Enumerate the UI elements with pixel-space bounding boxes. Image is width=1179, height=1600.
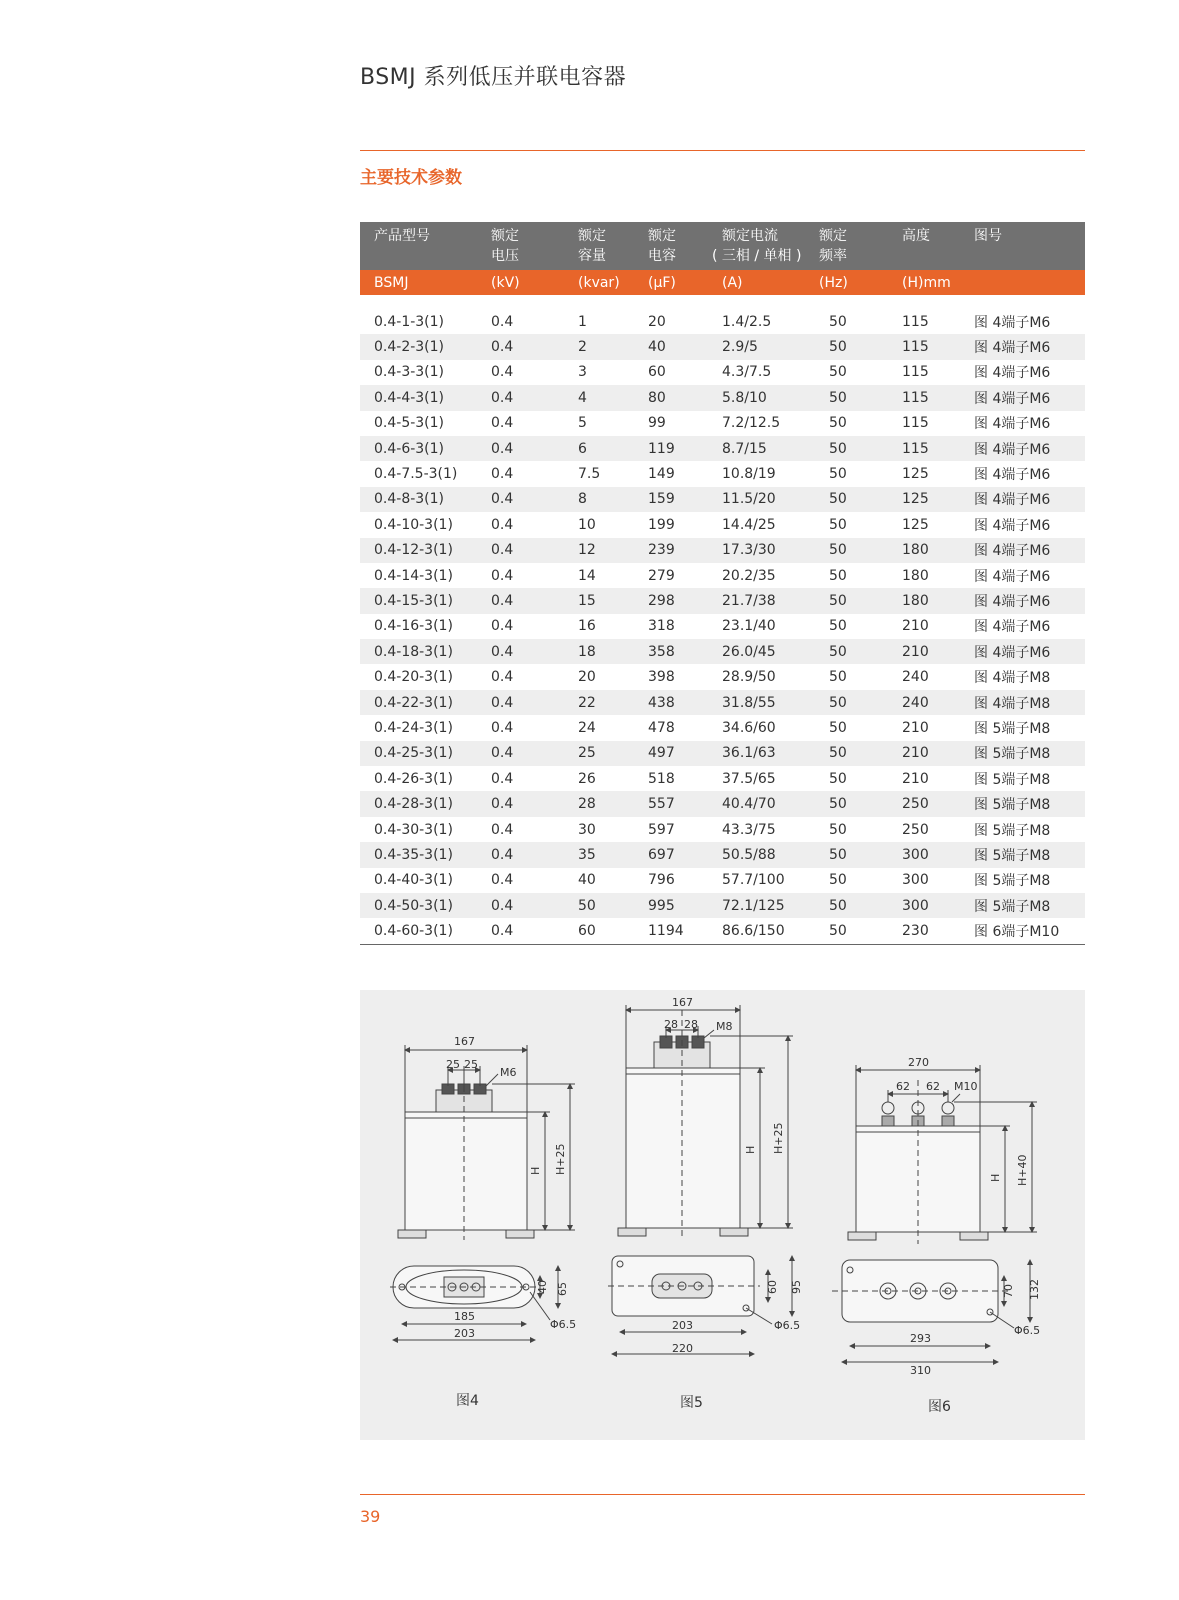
table-cell: 240 [888, 690, 960, 715]
table-row [360, 893, 1085, 918]
table-cell: 0.4 [491, 770, 514, 787]
table-cell: 50 [829, 415, 847, 432]
table-row [360, 436, 1085, 461]
table-cell: 0.4 [491, 567, 514, 584]
fig4-drawing [390, 1045, 575, 1340]
table-cell: 50 [815, 690, 888, 715]
table-cell: 72.1/125 [708, 893, 815, 918]
unit-cell: BSMJ [360, 270, 477, 295]
spec-table [360, 222, 1085, 945]
table-cell: 14 [578, 567, 596, 584]
table-cell: 0.4 [477, 588, 564, 613]
table-cell: 0.4 [491, 415, 514, 432]
table-cell: 10 [578, 516, 596, 533]
unit-cell: (kvar) [564, 270, 634, 295]
table-cell: 0.4 [477, 334, 564, 359]
fig6-depth-outer: 132 [1028, 1279, 1041, 1300]
table-row [360, 487, 1085, 512]
bottom-divider [360, 1494, 1085, 1495]
table-cell: 518 [648, 770, 675, 787]
dimension-drawings [360, 990, 1085, 1440]
fig4-pitch-a: 25 [446, 1058, 460, 1071]
table-cell: 图 4端子M6 [960, 334, 1085, 359]
table-cell: 18 [564, 639, 634, 664]
fig5-pitch-a: 28 [664, 1018, 678, 1031]
table-cell: 50 [815, 385, 888, 410]
table-cell: 180 [888, 588, 960, 613]
fig5-terminal: M8 [716, 1020, 733, 1033]
table-cell: 210 [888, 639, 960, 664]
table-cell: 14.4/25 [722, 516, 776, 533]
fig6-top-width: 270 [908, 1056, 929, 1069]
fig6-drawing [832, 1065, 1037, 1362]
table-row [360, 690, 1085, 715]
table-cell: 0.4-18-3(1) [360, 639, 477, 664]
table-cell: 0.4-8-3(1) [360, 487, 477, 512]
table-cell: 图 4端子M6 [960, 588, 1085, 613]
table-cell: 50 [829, 618, 847, 635]
table-cell: 1 [578, 313, 587, 330]
table-cell: 240 [902, 669, 929, 686]
table-cell: 597 [648, 821, 675, 838]
fig5-height: H [744, 1145, 757, 1154]
fig4-depth-inner: 40 [536, 1280, 549, 1294]
fig5-hole: Φ6.5 [774, 1319, 801, 1332]
table-cell: 50 [829, 313, 847, 330]
table-cell: 图 4端子M8 [960, 690, 1085, 715]
table-cell: 497 [634, 741, 708, 766]
fig6-hole: Φ6.5 [1014, 1324, 1041, 1337]
table-cell: 0.4-10-3(1) [374, 516, 453, 533]
table-cell: 37.5/65 [722, 770, 776, 787]
table-row [360, 868, 1085, 893]
table-cell: 4.3/7.5 [722, 364, 772, 381]
unit-cell: (μF) [634, 270, 708, 295]
table-cell: 16 [578, 618, 596, 635]
table-cell: 279 [648, 567, 675, 584]
header-cell: 高度 [888, 222, 960, 270]
table-cell: 图 4端子M6 [960, 436, 1085, 461]
table-row [360, 614, 1085, 639]
table-cell: 0.4-20-3(1) [374, 669, 453, 686]
table-cell: 图 4端子M8 [974, 670, 1051, 687]
table-cell: 149 [648, 466, 675, 483]
table-cell: 35 [564, 842, 634, 867]
table-cell: 50 [815, 893, 888, 918]
table-cell: 199 [648, 516, 675, 533]
table-cell: 50 [829, 770, 847, 787]
table-cell: 0.4 [477, 538, 564, 563]
table-cell: 图 4端子M6 [974, 314, 1051, 331]
table-cell: 0.4-25-3(1) [360, 741, 477, 766]
fig4-depth-outer: 65 [556, 1282, 569, 1296]
fig6-height: H [989, 1173, 1002, 1182]
table-cell: 210 [902, 719, 929, 736]
table-cell: 300 [902, 872, 929, 889]
table-cell: 43.3/75 [722, 821, 776, 838]
fig5-top-width: 167 [672, 996, 693, 1009]
table-cell: 57.7/100 [722, 872, 785, 889]
table-cell: 358 [634, 639, 708, 664]
table-cell: 40 [578, 872, 596, 889]
table-cell: 50 [815, 538, 888, 563]
table-cell: 2 [564, 334, 634, 359]
table-cell: 10.8/19 [722, 466, 776, 483]
fig4-overall-height: H+25 [554, 1143, 567, 1175]
fig6-base-outer: 310 [910, 1364, 931, 1377]
table-cell: 4 [564, 385, 634, 410]
table-cell: 7.2/12.5 [722, 415, 781, 432]
table-cell: 115 [888, 334, 960, 359]
table-cell: 80 [634, 385, 708, 410]
table-cell: 0.4 [491, 872, 514, 889]
table-cell: 12 [564, 538, 634, 563]
table-cell: 图 5端子M8 [960, 741, 1085, 766]
fig4-base-outer: 203 [454, 1327, 475, 1340]
table-cell: 30 [578, 821, 596, 838]
header-cell: 图号 [960, 222, 1085, 270]
table-cell: 50 [815, 791, 888, 816]
table-cell: 0.4-22-3(1) [360, 690, 477, 715]
table-row [360, 842, 1085, 867]
header-cell: 产品型号 [360, 222, 477, 270]
fig4-terminal: M6 [500, 1066, 517, 1079]
table-cell: 180 [902, 567, 929, 584]
table-cell: 0.4 [491, 618, 514, 635]
table-cell: 115 [902, 364, 929, 381]
table-cell: 0.4 [491, 719, 514, 736]
table-cell: 20 [578, 669, 596, 686]
figure-panel [360, 990, 1085, 1440]
page-title: BSMJ 系列低压并联电容器 [360, 65, 627, 90]
table-cell: 0.4-50-3(1) [360, 893, 477, 918]
table-cell: 0.4-26-3(1) [374, 770, 453, 787]
table-cell: 50 [815, 741, 888, 766]
table-cell: 300 [888, 893, 960, 918]
table-cell: 0.4-16-3(1) [374, 618, 453, 635]
table-cell: 图 5端子M8 [960, 842, 1085, 867]
section-title: 主要技术参数 [360, 168, 462, 188]
table-cell: 557 [634, 791, 708, 816]
table-cell: 230 [888, 918, 960, 944]
table-row [360, 639, 1085, 664]
table-cell: 0.4-5-3(1) [374, 415, 445, 432]
table-row [360, 309, 1085, 334]
table-row [360, 538, 1085, 563]
fig6-base-inner: 293 [910, 1332, 931, 1345]
table-cell: 0.4-60-3(1) [360, 918, 477, 944]
table-row [360, 588, 1085, 613]
table-cell: 0.4 [477, 918, 564, 944]
fig6-depth-inner: 70 [1002, 1284, 1015, 1298]
table-cell: 478 [648, 719, 675, 736]
table-cell: 0.4-24-3(1) [374, 719, 453, 736]
table-cell: 图 4端子M6 [974, 568, 1051, 585]
fig6-pitch-a: 62 [896, 1080, 910, 1093]
table-cell: 0.4 [477, 842, 564, 867]
table-row [360, 411, 1085, 436]
table-cell: 0.4 [477, 385, 564, 410]
table-cell: 1.4/2.5 [722, 313, 772, 330]
table-cell: 60 [648, 364, 666, 381]
table-cell: 0.4-7.5-3(1) [374, 466, 458, 483]
table-cell: 图 4端子M6 [974, 517, 1051, 534]
table-cell: 50 [829, 364, 847, 381]
table-unit-row [360, 270, 1085, 295]
table-cell: 50 [564, 893, 634, 918]
table-cell: 50 [829, 821, 847, 838]
table-cell: 21.7/38 [708, 588, 815, 613]
table-cell: 0.4-30-3(1) [374, 821, 453, 838]
table-cell: 图 5端子M8 [974, 873, 1051, 890]
table-cell: 20 [648, 313, 666, 330]
fig4-top-width: 167 [454, 1035, 475, 1048]
table-cell: 28 [564, 791, 634, 816]
table-cell: 22 [564, 690, 634, 715]
table-row [360, 385, 1085, 410]
table-cell: 180 [888, 538, 960, 563]
table-cell: 0.4-6-3(1) [360, 436, 477, 461]
fig5-pitch-b: 28 [684, 1018, 698, 1031]
fig5-overall-height: H+25 [772, 1122, 785, 1154]
table-cell: 5 [578, 415, 587, 432]
table-cell: 210 [902, 618, 929, 635]
unit-cell: (Hz) [815, 270, 888, 295]
table-header-row [360, 222, 1085, 270]
table-cell: 图 4端子M6 [974, 365, 1051, 382]
table-row [360, 918, 1085, 944]
table-cell: 36.1/63 [708, 741, 815, 766]
table-cell: 0.4-28-3(1) [360, 791, 477, 816]
table-cell: 图 5端子M8 [974, 822, 1051, 839]
header-cell: 额定 频率 [815, 222, 888, 270]
table-cell: 17.3/30 [708, 538, 815, 563]
table-cell: 115 [902, 313, 929, 330]
table-cell: 115 [902, 415, 929, 432]
table-cell: 298 [634, 588, 708, 613]
table-row [360, 563, 1085, 588]
table-cell: 0.4-40-3(1) [374, 872, 453, 889]
table-cell: 250 [888, 791, 960, 816]
table-cell: 图 4端子M6 [960, 385, 1085, 410]
table-cell: 0.4 [477, 690, 564, 715]
table-cell: 图 5端子M8 [974, 720, 1051, 737]
table-cell: 6 [564, 436, 634, 461]
table-cell: 8 [564, 487, 634, 512]
table-cell: 0.4-4-3(1) [360, 385, 477, 410]
fig4-caption: 图4 [456, 1393, 479, 1409]
table-cell: 0.4 [477, 893, 564, 918]
table-cell: 0.4-3-3(1) [374, 364, 445, 381]
table-cell: 115 [888, 436, 960, 461]
top-divider [360, 150, 1085, 151]
table-cell: 438 [634, 690, 708, 715]
table-cell: 1194 [634, 918, 708, 944]
table-cell: 23.1/40 [722, 618, 776, 635]
table-cell: 0.4 [491, 821, 514, 838]
table-cell: 115 [888, 385, 960, 410]
page-number: 39 [360, 1507, 381, 1526]
table-cell: 50 [815, 334, 888, 359]
table-row [360, 715, 1085, 740]
table-cell: 11.5/20 [708, 487, 815, 512]
unit-cell: (kV) [477, 270, 564, 295]
table-cell: 图 5端子M8 [960, 893, 1085, 918]
table-cell: 3 [578, 364, 587, 381]
table-cell: 图 4端子M6 [974, 619, 1051, 636]
table-cell: 34.6/60 [722, 719, 776, 736]
table-cell: 239 [634, 538, 708, 563]
table-cell: 0.4 [477, 639, 564, 664]
table-cell: 50 [815, 436, 888, 461]
fig4-pitch-b: 25 [464, 1058, 478, 1071]
table-cell: 99 [648, 415, 666, 432]
table-cell: 125 [902, 466, 929, 483]
table-cell: 26.0/45 [708, 639, 815, 664]
table-cell: 0.4-12-3(1) [360, 538, 477, 563]
table-cell: 40 [634, 334, 708, 359]
fig4-base-inner: 185 [454, 1310, 475, 1323]
header-cell: 额定电流 ( 三相 / 单相 ) [708, 222, 815, 270]
fig6-caption: 图6 [928, 1399, 951, 1415]
table-cell: 50 [815, 842, 888, 867]
table-cell: 0.4-15-3(1) [360, 588, 477, 613]
table-cell: 159 [634, 487, 708, 512]
table-cell: 40.4/70 [708, 791, 815, 816]
table-row [360, 766, 1085, 791]
table-cell: 25 [564, 741, 634, 766]
fig4-hole: Φ6.5 [550, 1318, 577, 1331]
fig6-overall-height: H+40 [1016, 1154, 1029, 1186]
table-cell: 0.4 [491, 669, 514, 686]
table-cell: 125 [888, 487, 960, 512]
table-cell: 0.4 [477, 741, 564, 766]
table-cell: 图 4端子M6 [960, 487, 1085, 512]
table-cell: 796 [648, 872, 675, 889]
table-cell: 24 [578, 719, 596, 736]
table-cell: 50 [815, 639, 888, 664]
fig4-height: H [529, 1166, 542, 1175]
header-cell: 额定 电压 [477, 222, 564, 270]
header-cell: 额定 电容 [634, 222, 708, 270]
table-cell: 图 4端子M6 [974, 467, 1051, 484]
table-row [360, 791, 1085, 816]
fig6-terminal: M10 [954, 1080, 978, 1093]
table-cell: 50 [815, 487, 888, 512]
table-cell: 图 5端子M8 [960, 791, 1085, 816]
table-cell: 398 [648, 669, 675, 686]
table-cell: 50 [829, 567, 847, 584]
fig5-base-outer: 220 [672, 1342, 693, 1355]
table-row [360, 741, 1085, 766]
table-cell: 0.4 [491, 313, 514, 330]
fig5-depth-outer: 95 [790, 1280, 803, 1294]
table-cell: 5.8/10 [708, 385, 815, 410]
table-cell: 图 4端子M6 [960, 639, 1085, 664]
fig5-base-inner: 203 [672, 1319, 693, 1332]
table-cell: 28.9/50 [722, 669, 776, 686]
table-cell: 50 [815, 918, 888, 944]
table-cell: 0.4 [491, 364, 514, 381]
table-cell: 0.4 [491, 466, 514, 483]
table-cell: 7.5 [578, 466, 601, 483]
table-cell: 86.6/150 [708, 918, 815, 944]
unit-cell: (H)mm [888, 270, 960, 295]
table-cell: 50.5/88 [708, 842, 815, 867]
table-cell: 0.4 [477, 791, 564, 816]
table-cell: 0.4 [477, 487, 564, 512]
table-cell: 0.4 [477, 436, 564, 461]
table-cell: 60 [564, 918, 634, 944]
fig5-caption: 图5 [680, 1395, 703, 1411]
table-cell: 0.4 [491, 516, 514, 533]
table-cell: 图 6端子M10 [960, 918, 1085, 944]
table-cell: 图 4端子M6 [960, 538, 1085, 563]
table-row [360, 360, 1085, 385]
table-cell: 300 [888, 842, 960, 867]
table-cell: 0.4-14-3(1) [374, 567, 453, 584]
table-row [360, 334, 1085, 359]
fig6-pitch-b: 62 [926, 1080, 940, 1093]
table-cell: 20.2/35 [722, 567, 776, 584]
table-cell: 995 [634, 893, 708, 918]
table-cell: 250 [902, 821, 929, 838]
fig5-drawing [608, 1005, 793, 1354]
table-row [360, 461, 1085, 486]
table-cell: 0.4-35-3(1) [360, 842, 477, 867]
table-cell: 15 [564, 588, 634, 613]
table-cell: 26 [578, 770, 596, 787]
table-cell: 210 [902, 770, 929, 787]
table-cell: 697 [634, 842, 708, 867]
table-cell: 0.4-2-3(1) [360, 334, 477, 359]
table-cell: 50 [829, 872, 847, 889]
table-row [360, 512, 1085, 537]
table-row [360, 664, 1085, 689]
table-cell: 50 [829, 719, 847, 736]
fig5-depth-inner: 60 [766, 1280, 779, 1294]
table-cell: 图 5端子M8 [974, 771, 1051, 788]
table-cell: 318 [648, 618, 675, 635]
header-cell: 额定 容量 [564, 222, 634, 270]
table-cell: 8.7/15 [708, 436, 815, 461]
table-cell: 50 [829, 669, 847, 686]
table-cell: 图 4端子M6 [974, 416, 1051, 433]
table-cell: 2.9/5 [708, 334, 815, 359]
table-cell: 50 [829, 516, 847, 533]
table-cell: 210 [888, 741, 960, 766]
table-cell: 0.4-1-3(1) [374, 313, 445, 330]
table-cell: 50 [829, 466, 847, 483]
table-cell: 125 [902, 516, 929, 533]
table-cell: 119 [634, 436, 708, 461]
table-row [360, 817, 1085, 842]
table-cell: 50 [815, 588, 888, 613]
unit-cell [960, 270, 1085, 295]
unit-cell: (A) [708, 270, 815, 295]
table-cell: 31.8/55 [708, 690, 815, 715]
